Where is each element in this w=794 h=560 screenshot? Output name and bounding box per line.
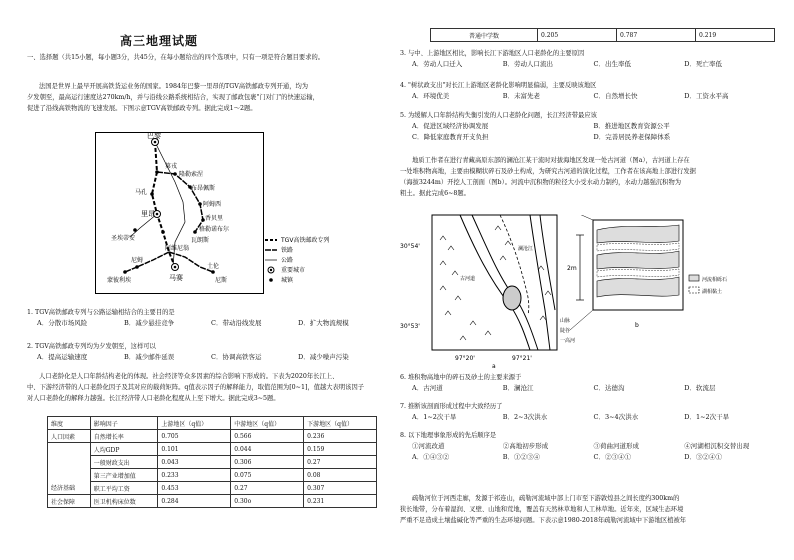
passage-line: 一处堆积物高地，主要由模糊状碎石及砂土构成，为研究古河道的演化过程，工作者在该高地上部进行发据: [400, 168, 696, 175]
lat-label: 30°54': [400, 243, 420, 250]
options-row: [27, 318, 385, 329]
table-cell: 0.219: [696, 29, 775, 42]
option[interactable]: A．提高运输速度: [37, 353, 88, 361]
table-cell: 0.231: [304, 495, 377, 508]
table-cell: 社会保障: [48, 495, 91, 508]
table-cell: 0.284: [158, 495, 231, 508]
table-cell: 0.787: [617, 29, 696, 42]
table-header-cell: 上游地区（q值）: [158, 417, 231, 430]
passage-line: 狭长地带，分布着湿润、叉壁、山地和荒地，覆盖有天然林草地和人工林草地。近年来，区域生态环境: [400, 506, 684, 513]
option[interactable]: D．1~2次干旱: [684, 413, 730, 421]
table-cell: [48, 456, 91, 469]
question-5: [400, 110, 775, 143]
section-heading: 一、选择题（共15小题，每小题3分，共45分，在每小题给出的四个选项中，只有一项是符合题目要求的。: [27, 54, 325, 61]
option[interactable]: B．2~3次洪水: [502, 413, 548, 421]
option[interactable]: B．①②③④: [502, 453, 541, 461]
map-city-label: 尼斯: [215, 277, 228, 284]
table-cell: 0.453: [158, 482, 231, 495]
table-cell: 普通中学数: [431, 29, 538, 42]
table-cell: 医卫机构床位数: [90, 495, 158, 508]
question-7: [400, 401, 775, 423]
table-cell: 0.205: [538, 29, 617, 42]
question-stem: 3. 与中、上游地区相比，影响长江下游地区人口老龄化的主要原因: [400, 50, 585, 57]
table-row: [48, 443, 377, 456]
table-cell: 人口因素: [48, 430, 91, 443]
options-row: [400, 383, 775, 394]
table-cell: 0.307: [304, 482, 377, 495]
table-row: [48, 469, 377, 482]
option[interactable]: B．未富先老: [502, 92, 541, 100]
table-cell: 0.101: [158, 443, 231, 456]
question-stem: 8. 以下地理事象形成的先后顺序是: [400, 432, 497, 439]
table-cell: 职工平均工资: [90, 482, 158, 495]
legend-label: 重要城市: [281, 267, 306, 274]
legend-label: TGV高铁邮政专列: [281, 237, 330, 244]
table-cell: 0.306: [231, 456, 304, 469]
map-city-label: 土伦: [207, 263, 220, 270]
option[interactable]: A．劳动人口迁入: [412, 60, 463, 68]
legend-label: 山脉: [560, 318, 571, 324]
table-cell: 第三产业增加值: [90, 469, 158, 482]
table-header-row: [48, 417, 377, 430]
aging-factor-table: [47, 416, 377, 508]
options-row: [400, 59, 775, 70]
map-city-label: 隆勒索涅: [179, 171, 204, 178]
option[interactable]: C．达德沟: [593, 384, 625, 392]
question-stem: 2. TGV高铁邮政专列均为夕发朝至，这样可以: [27, 343, 156, 350]
option[interactable]: A．促进区域经济协调发展: [412, 122, 489, 130]
passage-line: 夕发朝至，最高运行速度达270km/h，并与沿线公路系统相结合，实现了邮政包裹"门对门"的快速运输，: [27, 94, 319, 101]
option[interactable]: D．③②④①: [684, 453, 722, 461]
options-row: [400, 452, 775, 463]
items-row: [400, 441, 775, 452]
table-cell: 自然增长率: [90, 430, 158, 443]
passage-line: 中、下游经济带的人口老龄化因子及其对应的载荷矩阵。q值表示因子的解释能力，取值范围为[0~1]，值越大表明该因子: [27, 384, 365, 391]
statement-item: ①河流改道: [412, 442, 445, 450]
table-header-cell: 下游地区（q值）: [304, 417, 377, 430]
table-header-cell: 维度: [48, 417, 91, 430]
passage-1: [27, 81, 385, 114]
option[interactable]: C．降低家庭教育开支负担: [412, 133, 489, 141]
option[interactable]: D．完善居民养老保障体系: [593, 133, 671, 141]
map-city-label: 香贝里: [205, 215, 224, 222]
table-row: [48, 495, 377, 508]
legend-label: 城镇: [281, 277, 294, 284]
question-3: [400, 48, 775, 70]
table-cell: [48, 469, 91, 482]
option[interactable]: B．减少悬挂竞争: [124, 319, 175, 327]
table-cell: 0.159: [304, 443, 377, 456]
table-cell: 0.566: [231, 430, 304, 443]
map-city-label: 瓦朗斯: [191, 237, 210, 244]
table-cell: [48, 443, 91, 456]
map-city-label: 阿姆西: [203, 201, 222, 208]
option[interactable]: A．古河道: [412, 384, 443, 392]
option[interactable]: D．软流层: [684, 384, 716, 392]
table-cell: 0.044: [231, 443, 304, 456]
table-continuation: [430, 28, 775, 42]
option[interactable]: D．扩大物流规模: [298, 319, 349, 327]
map-city-label: 格勒诺布尔: [199, 226, 230, 233]
passage-line: 地质工作者在进行青藏高原东部的澜沧江某干流时对拔海地区发现一处古河道（图a），古河道上存在: [412, 157, 690, 164]
table-cell: 0.08: [304, 469, 377, 482]
lat-label: 30°53': [400, 323, 420, 330]
figure-a-map: [400, 210, 590, 370]
table-cell: 一般财政支出: [90, 456, 158, 469]
map-city-label: 第戎: [165, 163, 178, 170]
statement-item: ②高地初步形成: [502, 442, 549, 450]
option[interactable]: B．推进地区教育资源公平: [593, 122, 670, 130]
legend-label: 河流相砾石: [702, 277, 728, 283]
passage-line: 严重不足造成土壤盐碱化等严重的生态环境问题。下表示意1980-2018年疏勒河流域中下游地区植被年: [400, 517, 687, 524]
map-city-label: 里昂: [141, 210, 155, 218]
option[interactable]: C．3~4次洪水: [593, 413, 639, 421]
question-stem: 1. TGV高铁邮政专列与公路运输相结合的主要目的是: [27, 309, 175, 316]
option[interactable]: C．协调高铁客运: [211, 353, 262, 361]
options-row: [400, 412, 775, 423]
question-6: [400, 372, 775, 394]
map-city-label: 巴黎: [147, 132, 161, 140]
table-row: [48, 456, 377, 469]
river-label: 澜沧江: [518, 246, 534, 252]
figure-b-profile: [565, 215, 765, 335]
passage-line: （海拔3244m）开挖人工剖面（图b）。河流中沉积物的粒径大小受水动力制约，水动力越强沉积物为: [400, 179, 682, 186]
map-city-label: 尼姆: [131, 257, 144, 264]
option[interactable]: A．1~2次干旱: [412, 413, 457, 421]
option[interactable]: A．环境优美: [412, 92, 450, 100]
option[interactable]: C．出生率低: [593, 60, 631, 68]
option[interactable]: D．死亡率低: [684, 60, 722, 68]
table-cell: 经济基础: [48, 482, 91, 495]
options-row: [27, 352, 385, 363]
question-2: [27, 341, 385, 363]
passage-line: 疏勒河位于河西走廊，发源于祁连山，疏勒河流域中部上门市至下游敦煌县之间长度约300km的: [412, 495, 680, 502]
question-stem: 6. 堆积物高地中的碎石及砂土的主要来源于: [400, 374, 522, 381]
table-cell: 0.075: [231, 469, 304, 482]
option[interactable]: A．①④③②: [412, 453, 450, 461]
question-8: [400, 430, 775, 463]
passage-2: [27, 371, 385, 404]
table-cell: 0.27: [231, 482, 304, 495]
options-grid: [400, 121, 775, 143]
table-cell: 0.705: [158, 430, 231, 443]
table-cell: 0.236: [304, 430, 377, 443]
table-cell: 0.233: [158, 469, 231, 482]
passage-line: 人口老龄化是人口年龄结构老化的体现。社会经济等众多因素的综合影响下形成的。下表为2020年长江上、: [39, 373, 339, 380]
figure-caption: b: [635, 322, 639, 329]
option[interactable]: B．澜沧江: [502, 384, 534, 392]
option[interactable]: D．工资水平高: [684, 92, 729, 100]
tgv-route-map: [95, 132, 335, 294]
option[interactable]: B．劳动人口流出: [502, 60, 554, 68]
paleochannel-label: 古河道: [460, 276, 476, 282]
option[interactable]: C．自然增长快: [593, 92, 638, 100]
scale-label: 2m: [567, 265, 577, 272]
table-row: [48, 482, 377, 495]
question-stem: 5. 为缓解人口年龄结构失衡引发的人口老龄化问题，长江经济带最应该: [400, 112, 597, 119]
map-city-label: 蒙彼利埃: [107, 277, 132, 284]
question-stem: 7. 推断该剖面形成过程中大致经历了: [400, 403, 503, 410]
passage-line: 法国是世界上最早开展高铁货运业务的国家。1984年巴黎一里昂的TGV高铁邮政专列开通，均为: [39, 83, 309, 90]
map-city-label: 马孔: [135, 189, 148, 196]
legend-label: 陡谷: [560, 328, 571, 334]
legend-label: 公路: [281, 257, 294, 264]
table-row: [48, 430, 377, 443]
option[interactable]: A．分散市场风险: [37, 319, 88, 327]
passage-line: 粗土。据此完成6~8题。: [400, 190, 470, 197]
legend-label: 铁路: [281, 247, 294, 254]
figure-caption: a: [492, 363, 496, 370]
question-1: [27, 307, 385, 329]
table-cell: 0.043: [158, 456, 231, 469]
question-stem: 4. "树状政支出"对长江上游地区老龄化影响明显偏弱，主要反映该地区: [400, 82, 597, 89]
option[interactable]: B．减少邮件延误: [124, 353, 175, 361]
table-header-cell: 影响因子: [90, 417, 158, 430]
map-city-label: 阿维尼翁: [165, 245, 190, 252]
lon-label: 97°21': [512, 355, 532, 362]
passage-line: 对人口老龄化的解释力越强。长江经济带人口老龄化程度从上至下增大。据此完成3~5题。: [27, 395, 280, 402]
table-row: [431, 29, 775, 42]
passage-3: [400, 155, 775, 199]
exam-title: 高三地理试题: [120, 34, 199, 48]
map-city-label: 马赛: [169, 274, 183, 282]
lon-label: 97°20': [455, 355, 475, 362]
map-city-label: 圣埃蒂安: [111, 235, 136, 242]
legend-label: 湖相黏土: [702, 289, 723, 295]
statement-item: ③荷曲河道形成: [593, 442, 639, 450]
table-cell: 0.30o: [231, 495, 304, 508]
options-row: [400, 91, 775, 102]
table-cell: 人均GDP: [90, 443, 158, 456]
passage-line: 促进了沿线高铁物流的飞速发展。下图示意TGV高铁邮政专列。据此完成1～2题。: [27, 105, 257, 112]
option[interactable]: C．②③④①: [593, 453, 631, 461]
map-city-label: 布昂佩斯: [191, 185, 216, 192]
table-header-cell: 中游地区（q值）: [231, 417, 304, 430]
option[interactable]: D．减少噪声污染: [298, 353, 349, 361]
statement-item: ④河湖相沉积交替出现: [684, 442, 750, 450]
passage-4: [400, 493, 775, 526]
question-4: [400, 80, 775, 102]
legend-label: 一高河: [560, 338, 576, 344]
table-cell: 0.27: [304, 456, 377, 469]
option[interactable]: C．带动沿线发展: [211, 319, 262, 327]
